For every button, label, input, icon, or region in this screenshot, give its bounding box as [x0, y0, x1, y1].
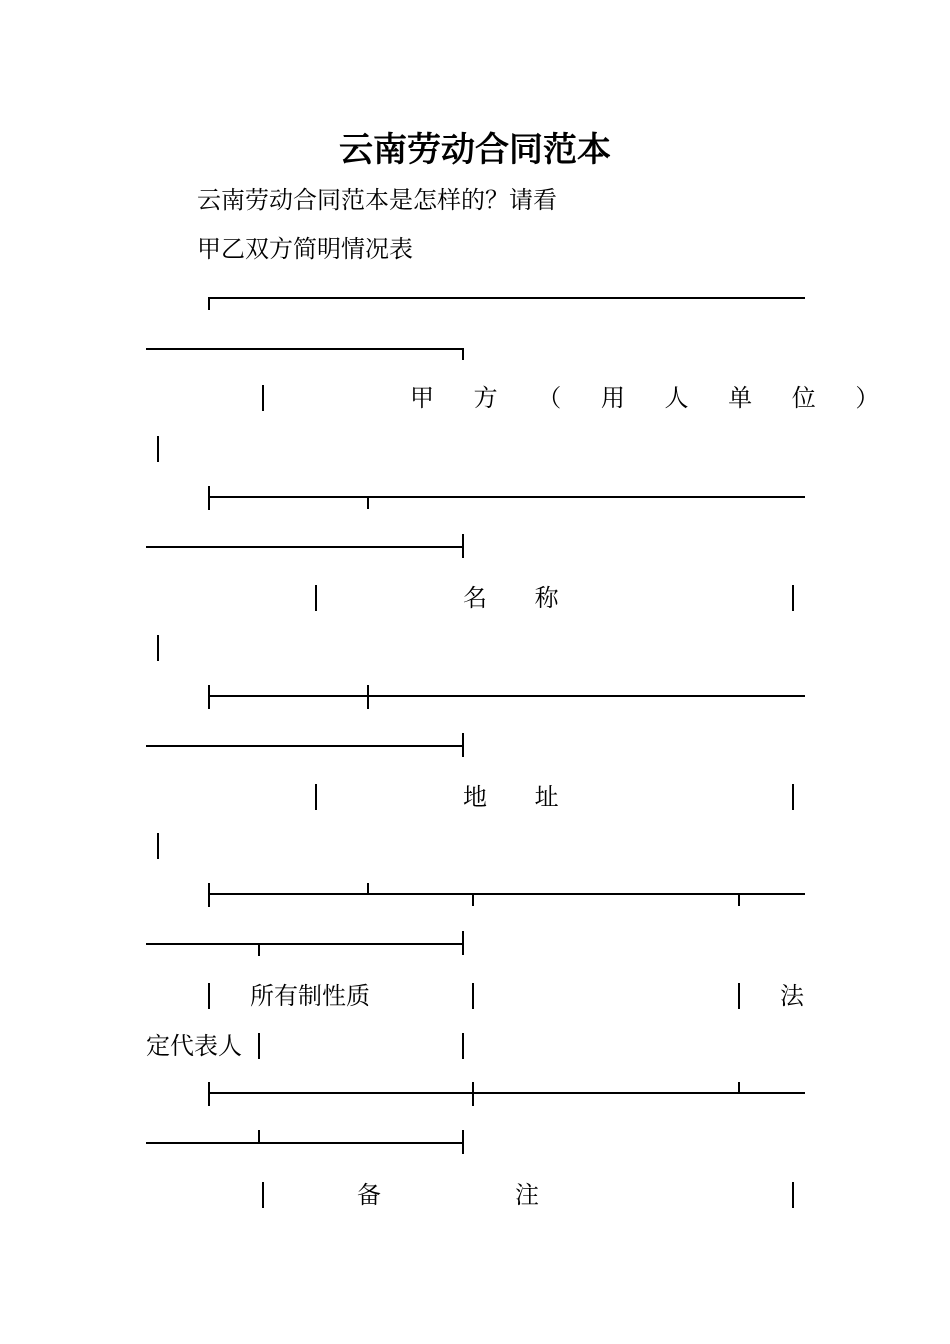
page-title: 云南劳动合同范本: [339, 130, 611, 170]
header-cell-party-a: 甲 方 （ 用 人 单 位 ）: [410, 384, 886, 412]
label-name: 名 称: [463, 584, 559, 612]
intro-text: 云南劳动合同范本是怎样的？请看: [197, 186, 557, 214]
label-ownership: 所有制性质: [250, 982, 370, 1010]
label-legal-rep-1: 法: [780, 982, 804, 1010]
label-legal-rep-2: 定代表人: [146, 1032, 242, 1060]
label-address: 地 址: [463, 783, 559, 811]
label-remarks-b: 注: [515, 1181, 539, 1209]
label-remarks-a: 备: [357, 1181, 381, 1209]
table-caption: 甲乙双方简明情况表: [197, 235, 413, 263]
